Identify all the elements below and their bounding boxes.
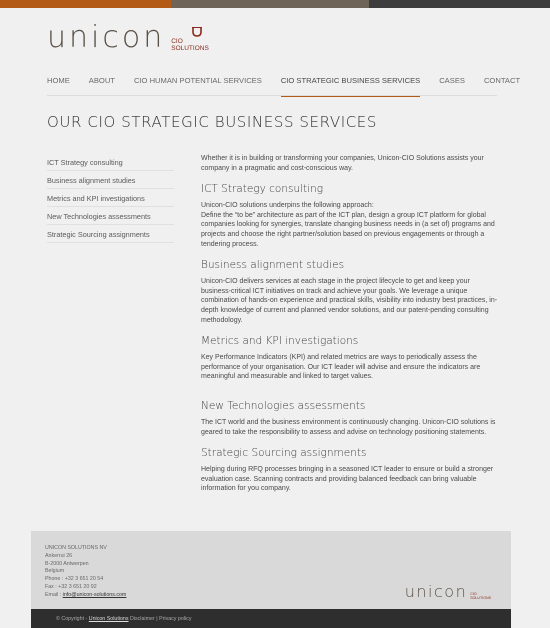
logo-sub-cio: CIO — [171, 38, 183, 45]
section-line: Unicon-CIO solutions underpins the following approach: — [201, 202, 374, 210]
section-title: Strategic Sourcing assignments — [201, 447, 367, 460]
logo-wordmark: unicon — [47, 20, 166, 55]
section-text: Key Performance Indicators (KPI) and related metrics are ways to periodically assess the performance of your organisation. Our ICT leader will advise and ensure the indicators are meaningful and measurable and linked to target values. — [201, 354, 481, 381]
footer-address — [45, 545, 126, 600]
site-logo[interactable] — [47, 20, 209, 55]
top-bar-segment-taupe — [171, 0, 369, 8]
disclaimer-link[interactable]: Disclaimer — [130, 616, 155, 622]
nav-divider — [47, 95, 497, 96]
footer-company: UNICON SOLUTIONS NV — [45, 545, 107, 551]
sidebar-item-metrics-kpi[interactable]: Metrics and KPI investigations — [47, 189, 174, 207]
section-title: New Technologies assessments — [201, 399, 366, 412]
top-bar-segment-orange — [0, 0, 171, 8]
sidebar-item-strategic-sourcing[interactable]: Strategic Sourcing assignments — [47, 225, 174, 243]
footer-street: Ankerrui 26 — [45, 552, 73, 559]
top-color-bar — [0, 0, 550, 8]
footer-logo-sub-cio: CIO — [470, 592, 477, 596]
sidebar-item-new-technologies[interactable]: New Technologies assessments — [47, 207, 174, 225]
footer-logo-wordmark: unicon — [404, 582, 468, 601]
footer-email-label: Email : — [45, 591, 63, 598]
footer-email-link[interactable]: info@unicon-solutions.com — [62, 591, 127, 598]
footer-fax: Fax : +32 3 651 20 92 — [45, 583, 97, 590]
section-text: Unicon-CIO delivers services at each stage in the project lifecycle to get and keep your business-critical ICT initiatives on track and achieve your goals. We leverage a unique combination of hands-on experience and practical skills, visibility into industry best practices, in-depth knowledge of current and planned vendor solutions, and our patent-pending consulting methodology. — [201, 278, 498, 324]
nav-cio-human-potential[interactable]: CIO HUMAN POTENTIAL SERVICES — [133, 76, 262, 85]
section-text: Helping during RFQ processes bringing in a seasoned ICT leader to ensure or build a stronger evaluation case. Scanning contracts and providing balanced feedback can bring valuable information for you company. — [201, 466, 494, 493]
section-title: Metrics and KPI investigations — [201, 335, 359, 348]
company-link[interactable]: Unicon Solutions — [88, 616, 129, 622]
copyright-bar — [31, 609, 511, 628]
nav-cio-strategic-business[interactable]: CIO STRATEGIC BUSINESS SERVICES — [281, 76, 420, 97]
nav-about[interactable]: ABOUT — [88, 76, 115, 85]
sidebar-item-ict-strategy[interactable]: ICT Strategy consulting — [47, 153, 174, 171]
sidebar-item-business-alignment[interactable]: Business alignment studies — [47, 171, 174, 189]
section-title: Business alignment studies — [201, 259, 345, 272]
nav-home[interactable]: HOME — [47, 76, 70, 85]
footer-country: Belgium — [45, 568, 65, 575]
section-text — [201, 201, 501, 249]
footer-logo-subtitle — [470, 592, 491, 600]
copyright-label: © Copyright - — [56, 616, 89, 622]
footer — [31, 531, 511, 609]
footer-separator: | — [156, 616, 158, 622]
nav-cases[interactable]: CASES — [439, 76, 465, 85]
logo-sub-solutions: SOLUTIONS — [171, 45, 209, 52]
section-line: Define the “to be” architecture as part of the ICT plan, design a group ICT platform for global companies looking for synergies, translate changing business needs in (a set of) programs and projects and choose the right partner/solution based on previous engagements or through a tendering process. — [201, 211, 495, 248]
page-title: OUR CIO STRATEGIC BUSINESS SERVICES — [47, 113, 377, 131]
main-content — [201, 154, 501, 494]
sidebar-nav — [47, 153, 174, 243]
section-text: The ICT world and the business environment is continuously changing. Unicon-CIO solutions is geared to take the responsibility to assess and advise on technology positioning statements. — [201, 418, 496, 436]
footer-city: B-2000 Antwerpen — [45, 560, 89, 567]
main-nav — [47, 76, 539, 97]
logo-subtitle — [171, 38, 209, 52]
nav-contact[interactable]: CONTACT — [483, 76, 521, 85]
logo-u-mark-icon — [191, 26, 203, 38]
footer-email-row — [45, 592, 126, 600]
intro-text: Whether it is in building or transforming your companies, Unicon-CIO Solutions assists your company in a pragmatic and cost-conscious way. — [201, 155, 484, 172]
footer-phone: Phone : +32 3 651 20 54 — [45, 576, 104, 583]
footer-logo[interactable] — [405, 584, 491, 600]
copyright-text — [56, 616, 191, 622]
section-title: ICT Strategy consulting — [201, 183, 324, 196]
privacy-policy-link[interactable]: Privacy policy — [159, 616, 192, 622]
top-bar-segment-dark — [369, 0, 550, 8]
footer-logo-sub-solutions: SOLUTIONS — [470, 596, 491, 600]
